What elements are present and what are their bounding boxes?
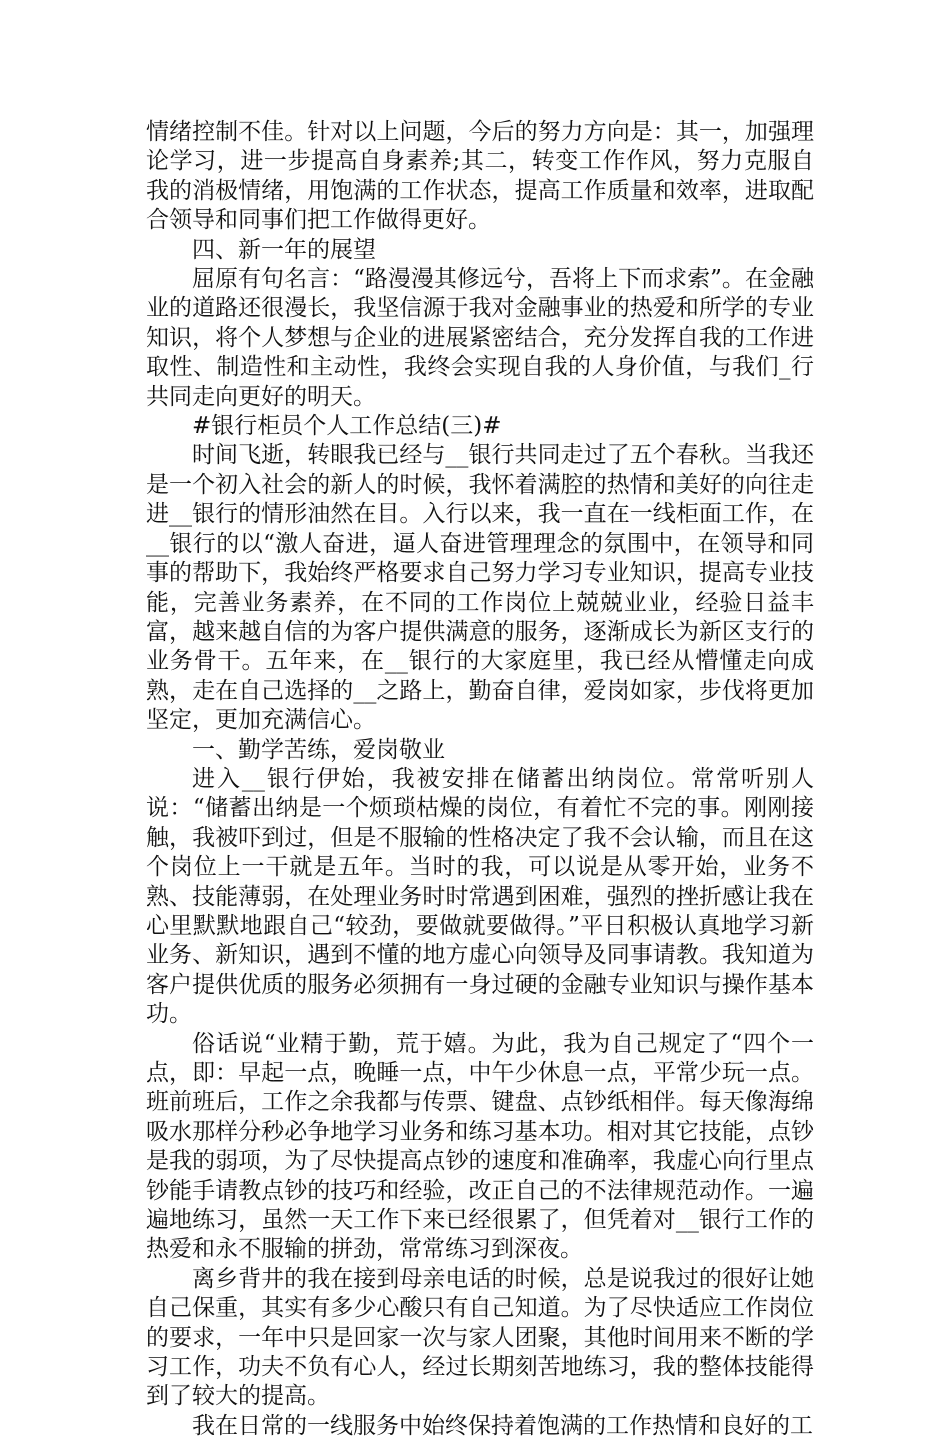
section-heading-outlook: 四、新一年的展望	[192, 236, 376, 263]
paragraph-continuation: 情绪控制不佳。针对以上问题，今后的努力方向是：其一，加强理论学习，进一步提高自身素养;其二，转变工作作风，努力克服自我的消极情绪，用饱满的工作状态，提高工作质量和效率，进取配合领导和同事们把工作做得更好。	[146, 119, 814, 234]
document-body	[146, 118, 814, 1441]
section-heading-diligence: 一、勤学苦练，爱岗敬业	[192, 736, 445, 763]
paragraph-intro: 时间飞逝，转眼我已经与__银行共同走过了五个春秋。当我还是一个初入社会的新人的时候，我怀着满腔的热情和美好的向往走进__银行的情形油然在目。入行以来，我一直在一线柜面工作，在__银行的以“激人奋进，逼人奋进管理理念的氛围中，在领导和同事的帮助下，我始终严格要求自己努力学习专业知识，提高专业技能，完善业务素养，在不同的工作岗位上兢兢业业，经验日益丰富，越来越自信的为客户提供满意的服务，逐渐成长为新区支行的业务骨干。五年来，在__银行的大家庭里，我已经从懵懂走向成熟，走在自己选择的__之路上，勤奋自律，爱岗如家，步伐将更加坚定，更加充满信心。	[146, 442, 814, 734]
paragraph-cashier: 进入__银行伊始，我被安排在储蓄出纳岗位。常常听别人说：“储蓄出纳是一个烦琐枯燥的岗位，有着忙不完的事。刚刚接触，我被吓到过，但是不服输的性格决定了我不会认输，而且在这个岗位上一干就是五年。当时的我，可以说是从零开始，业务不熟、技能薄弱，在处理业务时时常遇到困难，强烈的挫折感让我在心里默默地跟自己“较劲，要做就要做得。”平日积极认真地学习新业务、新知识，遇到不懂的地方虚心向领导及同事请教。我知道为客户提供优质的服务必须拥有一身过硬的金融专业知识与操作基本功。	[146, 765, 814, 1028]
paragraph-homesick: 离乡背井的我在接到母亲电话的时候，总是说我过的很好让她自己保重，其实有多少心酸只有自己知道。为了尽快适应工作岗位的要求，一年中只是回家一次与家人团聚，其他时间用来不断的学习工作，功夫不负有心人，经过长期刻苦地练习，我的整体技能得到了较大的提高。	[146, 1265, 814, 1410]
paragraph-quote: 屈原有句名言：“路漫漫其修远兮，吾将上下而求索”。在金融业的道路还很漫长，我坚信源于我对金融事业的热爱和所学的专业知识，将个人梦想与企业的进展紧密结合，充分发挥自我的工作进取性、制造性和主动性，我终会实现自我的人身价值，与我们_行共同走向更好的明天。	[146, 266, 814, 410]
paragraph-practice: 俗话说“业精于勤，荒于嬉。为此，我为自己规定了“四个一点，即：早起一点，晚睡一点，中午少休息一点，平常少玩一点。班前班后，工作之余我都与传票、键盘、点钞纸相伴。每天像海绵吸水那样分秒必争地学习业务和练习基本功。相对其它技能，点钞是我的弱项，为了尽快提高点钞的速度和准确率，我虚心向行里点钞能手请教点钞的技巧和经验，改正自己的不法律规范动作。一遍遍地练习，虽然一天工作下来已经很累了，但凭着对__银行工作的热爱和永不服输的拼劲，常常练习到深夜。	[146, 1030, 814, 1263]
paragraph-service: 我在日常的一线服务中始终保持着饱满的工作热情和良好的工	[192, 1412, 813, 1439]
article-title: #银行柜员个人工作总结(三)#	[192, 413, 502, 440]
